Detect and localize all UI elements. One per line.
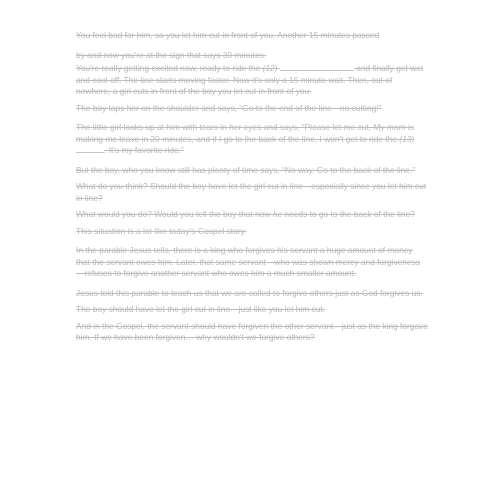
blank-number: (13) — [399, 133, 415, 144]
paragraph — [76, 122, 428, 157]
paragraph: And in the Gospel, the servant should have forgiven the other servant—just as the king forgave him. If we have been forgiven… why wouldn't we forgive others? — [76, 320, 428, 342]
paragraph: by and now you're at the sign that says 30 minutes. — [76, 49, 267, 60]
paragraph: Jesus told this parable to teach us that we are called to forgive others just as God forgives us. — [76, 287, 423, 298]
paragraph: The boy taps her on the shoulder and says, “Go to the end of the line—no cutting!” — [76, 102, 382, 113]
text-run: What would you do? Would you tell the boy that now — [76, 209, 273, 219]
paragraph: What do you think? Should the boy have let the girl cut in line—especially since you let him cut in line? — [76, 181, 427, 203]
paragraph — [76, 63, 428, 98]
text-run: The little girl looks up at him with tears in her eyes and says, “Please let me cut. My mom is making me leave in 20 minutes, and if I go to the back of the line, I won't get to ride the — [76, 122, 414, 144]
paragraph: In the parable Jesus tells, there is a king who forgives his servant a huge amount of money that the servant owes him. Later, that same servant—who was shown mercy and forgiveness—refuses to forgive another servant who owes him a much smaller amount. — [76, 245, 421, 278]
text-run: needs to go to the back of the line? — [282, 209, 415, 219]
paragraph: The boy should have let the girl cut in line—just like you let him cut. — [76, 304, 326, 314]
text-run: . It's my favorite ride.” — [104, 145, 184, 155]
document-body — [76, 30, 428, 344]
text-run: You're really getting excited now, ready to ride the — [76, 63, 263, 73]
fill-in-blank — [280, 63, 354, 71]
emphasis-text: he — [272, 209, 283, 219]
paragraph — [76, 209, 428, 221]
paragraph: This situation is a lot like today's Gospel story. — [76, 225, 247, 236]
paragraph: But the boy, who you know still has plenty of time says, “No way. Go to the back of the line.” — [76, 164, 416, 175]
blank-number: (12) — [262, 63, 278, 73]
fill-in-blank — [76, 145, 104, 153]
paragraph: You feel bad for him, so you let him cut in front of you. Another 15 minutes passed — [76, 30, 380, 40]
text-run: and finally get wet and cool off. The line starts moving faster. Now it's only a 15 minute wait. Then, out of nowhere, a girl cuts in front of the boy you let cut in front of you. — [76, 63, 424, 96]
